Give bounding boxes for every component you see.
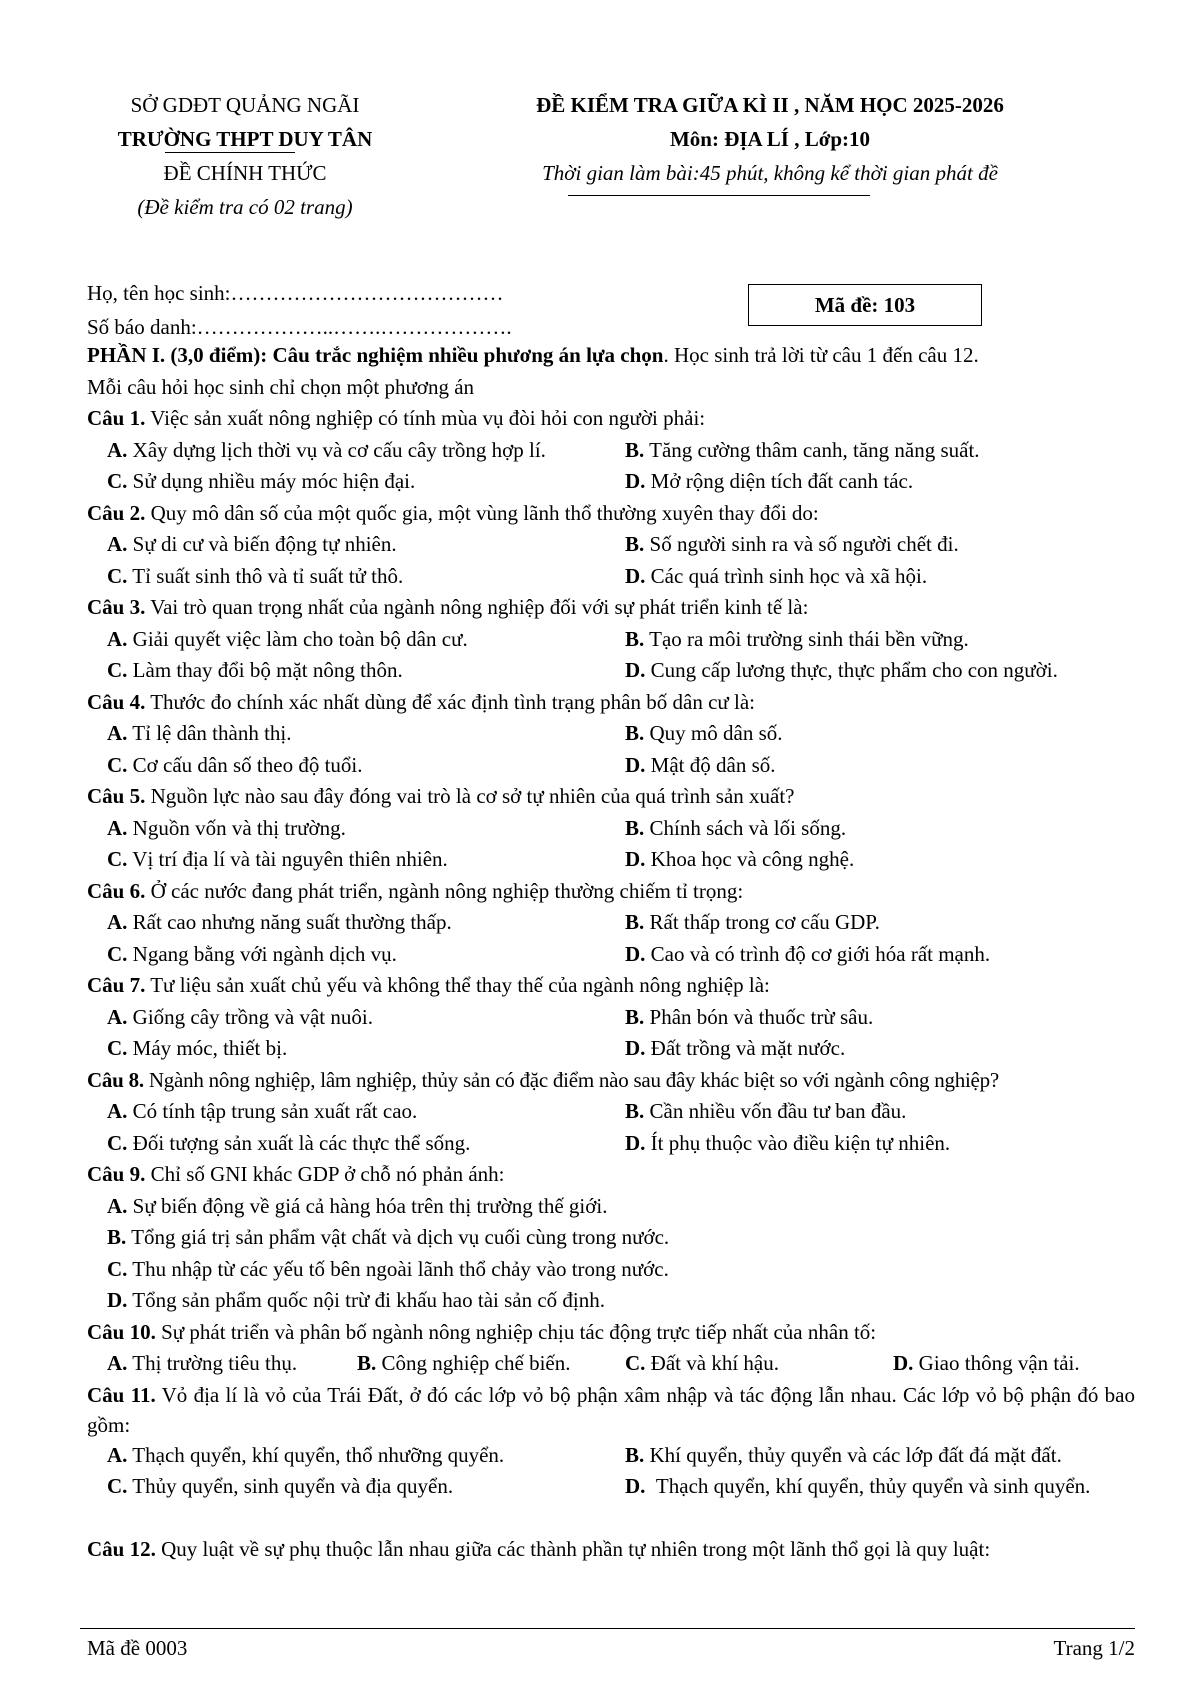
option-c: C. Đất và khí hậu.: [625, 1351, 779, 1375]
option-a: A. Giống cây trồng và vật nuôi.: [107, 1004, 373, 1029]
footer-divider: [80, 1628, 1135, 1629]
options-row: [87, 561, 1135, 593]
option-b: B. Khí quyển, thủy quyển và các lớp đất đá mặt đất.: [625, 1442, 1062, 1467]
option-d: D. Khoa học và công nghệ.: [625, 847, 855, 871]
option-d: D. Thạch quyển, khí quyển, thủy quyển và sinh quyển.: [625, 1474, 1091, 1498]
options-row: [87, 1128, 1135, 1160]
option-b: B. Công nghiệp chế biến.: [357, 1351, 571, 1375]
options-row: [87, 1348, 1135, 1380]
question-text: Quy mô dân số của một quốc gia, một vùng lãnh thổ thường xuyên thay đổi do:: [145, 500, 819, 525]
question-number: Câu 8.: [87, 1067, 144, 1092]
subject: Môn: ĐỊA LÍ , Lớp:10: [669, 127, 871, 151]
option-d: D. Cao và có trình độ cơ giới hóa rất mạnh.: [625, 941, 991, 966]
option-d: D. Đất trồng và mặt nước.: [625, 1036, 846, 1060]
question-text: Vai trò quan trọng nhất của ngành nông nghiệp đối với sự phát triển kinh tế là:: [145, 595, 809, 619]
option-c: C. Làm thay đổi bộ mặt nông thôn.: [107, 658, 403, 682]
option-b: B. Tăng cường thâm canh, tăng năng suất.: [625, 437, 980, 462]
part1-title: [87, 340, 1135, 372]
option-b: B. Tạo ra môi trường sinh thái bền vững.: [625, 626, 969, 651]
question: [87, 876, 1135, 908]
options-row: [87, 655, 1135, 687]
option-a: A. Thạch quyển, khí quyển, thổ nhưỡng quyển.: [107, 1442, 505, 1467]
question-text: Thước đo chính xác nhất dùng để xác định tình trạng phân bố dân cư là:: [145, 689, 756, 714]
part1-title-rest: . Học sinh trả lời từ câu 1 đến câu 12.: [663, 343, 979, 367]
question-text: Nguồn lực nào sau đây đóng vai trò là cơ sở tự nhiên của quá trình sản xuất?: [145, 784, 795, 808]
exam-code-box: Mã đề: 103: [748, 284, 982, 326]
question-number: Câu 10.: [87, 1319, 156, 1344]
school-name: TRƯỜNG THPT DUY TÂN: [117, 127, 373, 151]
part1-title-bold: PHẦN I. (3,0 điểm): Câu trắc nghiệm nhiều phương án lựa chọn: [87, 343, 664, 367]
option-b: B. Phân bón và thuốc trừ sâu.: [625, 1004, 874, 1029]
option-b: B. Cần nhiều vốn đầu tư ban đầu.: [625, 1099, 907, 1123]
question-number: Câu 12.: [87, 1537, 156, 1561]
question-text: Quy luật về sự phụ thuộc lẫn nhau giữa các thành phần tự nhiên trong một lãnh thổ gọi là quy luật:: [155, 1537, 991, 1561]
option-a: A. Sự biến động về giá cả hàng hóa trên thị trường thế giới.: [107, 1193, 608, 1218]
option-b: B. Tổng giá trị sản phẩm vật chất và dịch vụ cuối cùng trong nước.: [107, 1225, 670, 1249]
time-underline: [568, 195, 870, 196]
option-c: C. Thu nhập từ các yếu tố bên ngoài lãnh thổ chảy vào trong nước.: [107, 1256, 669, 1281]
question-number: Câu 4.: [87, 689, 146, 714]
options-row: [87, 1002, 1135, 1034]
option-a: A. Có tính tập trung sản xuất rất cao.: [107, 1099, 418, 1123]
options-row: [87, 1471, 1135, 1534]
option-a: A. Sự di cư và biến động tự nhiên.: [107, 532, 397, 556]
time-limit: Thời gian làm bài:45 phút, không kể thời gian phát đề: [542, 161, 998, 185]
question-number: Câu 2.: [87, 500, 146, 525]
options-row: [87, 844, 1135, 876]
question: [87, 498, 1135, 530]
option-a: A. Rất cao nhưng năng suất thường thấp.: [107, 910, 452, 934]
options-row: [87, 813, 1135, 845]
options-row: [87, 939, 1135, 971]
question-number: Câu 1.: [87, 406, 146, 430]
question: [87, 1317, 1135, 1349]
question: [87, 1534, 1135, 1566]
footer-page-number: Trang 1/2: [1053, 1636, 1135, 1660]
options-row: [87, 750, 1135, 782]
question-text: Chỉ số GNI khác GDP ở chỗ nó phản ánh:: [145, 1162, 505, 1186]
question: [87, 687, 1135, 719]
official-label: ĐỀ CHÍNH THỨC: [163, 161, 327, 185]
question: [87, 1159, 1135, 1191]
exam-title: ĐỀ KIỂM TRA GIỮA KÌ II , NĂM HỌC 2025-2026: [536, 93, 1004, 117]
options-row: [87, 624, 1135, 656]
option-a: A. Tỉ lệ dân thành thị.: [107, 721, 292, 745]
options-row: [87, 1440, 1135, 1472]
option-d: D. Ít phụ thuộc vào điều kiện tự nhiên.: [625, 1130, 951, 1155]
option-d: D. Giao thông vận tải.: [893, 1351, 1080, 1375]
option-d: D. Tổng sản phẩm quốc nội trừ đi khấu hao tài sản cố định.: [107, 1288, 606, 1312]
options-row: [87, 435, 1135, 467]
footer-exam-code: Mã đề 0003: [87, 1636, 188, 1660]
pages-note: (Đề kiểm tra có 02 trang): [137, 195, 353, 219]
question-number: Câu 6.: [87, 878, 146, 903]
question-number: Câu 3.: [87, 595, 146, 619]
question-number: Câu 11.: [87, 1382, 156, 1407]
option-c: C. Đối tượng sản xuất là các thực thể sống.: [107, 1130, 471, 1155]
options-row: [87, 1033, 1135, 1065]
question-text: Việc sản xuất nông nghiệp có tính mùa vụ đòi hỏi con người phải:: [145, 406, 706, 430]
option-c: C. Vị trí địa lí và tài nguyên thiên nhiên.: [107, 847, 448, 871]
question-text: Tư liệu sản xuất chủ yếu và không thể thay thế của ngành nông nghiệp là:: [145, 973, 770, 997]
question-number: Câu 9.: [87, 1162, 146, 1186]
option-a: A. Thị trường tiêu thụ.: [107, 1351, 298, 1375]
question-text: Sự phát triển và phân bố ngành nông nghiệp chịu tác động trực tiếp nhất của nhân tố:: [155, 1319, 877, 1344]
question-text: Ở các nước đang phát triển, ngành nông nghiệp thường chiếm tỉ trọng:: [145, 878, 744, 903]
question: [87, 1065, 1135, 1097]
question-number: Câu 5.: [87, 784, 146, 808]
question-number: Câu 7.: [87, 973, 146, 997]
option-b: B. Chính sách và lối sống.: [625, 815, 847, 840]
department: SỞ GDĐT QUẢNG NGÃI: [130, 93, 360, 117]
option-d: D. Các quá trình sinh học và xã hội.: [625, 563, 928, 588]
school-underline: [165, 152, 295, 153]
option-d: D. Cung cấp lương thực, thực phẩm cho con người.: [625, 658, 1058, 682]
student-id-line: Số báo danh:………………..…….……………….: [87, 315, 512, 339]
option-a: A. Nguồn vốn và thị trường.: [107, 815, 346, 840]
option-c: C. Sử dụng nhiều máy móc hiện đại.: [107, 469, 416, 493]
part1-title-line2: Mỗi câu hỏi học sinh chỉ chọn một phương án: [87, 374, 475, 399]
option-b: B. Số người sinh ra và số người chết đi.: [625, 532, 959, 556]
option-c: C. Thủy quyển, sinh quyển và địa quyển.: [107, 1474, 454, 1498]
header-left: [80, 88, 410, 224]
option-b: B. Rất thấp trong cơ cấu GDP.: [625, 910, 880, 934]
option-d: D. Mật độ dân số.: [625, 752, 776, 777]
options-row: [87, 529, 1135, 561]
option-c: C. Cơ cấu dân số theo độ tuổi.: [107, 752, 363, 777]
question: [87, 781, 1135, 813]
student-info: [87, 276, 512, 344]
option-a: A. Giải quyết việc làm cho toàn bộ dân cư.: [107, 626, 468, 651]
option-d: D. Mở rộng diện tích đất canh tác.: [625, 469, 914, 493]
question: [87, 1380, 1135, 1440]
student-name-line: Họ, tên học sinh:…………………………………: [87, 281, 504, 305]
question-text: Vỏ địa lí là vỏ của Trái Đất, ở đó các lớp vỏ bộ phận xâm nhập và tác động lẫn nhau. Các lớp vỏ bộ phận đó bao gồm:: [87, 1382, 1135, 1437]
option-c: C. Máy móc, thiết bị.: [107, 1036, 288, 1060]
option-b: B. Quy mô dân số.: [625, 721, 783, 745]
question: [87, 592, 1135, 624]
question-text: Ngành nông nghiệp, lâm nghiệp, thủy sản có đặc điểm nào sau đây khác biệt so với ngành công nghiệp?: [143, 1067, 999, 1092]
options-row: [87, 466, 1135, 498]
option-c: C. Ngang bằng với ngành dịch vụ.: [107, 941, 397, 966]
options-row: [87, 1096, 1135, 1128]
options-row: [87, 907, 1135, 939]
question: [87, 970, 1135, 1002]
option-c: C. Tỉ suất sinh thô và tỉ suất tử thô.: [107, 563, 404, 588]
option-a: A. Xây dựng lịch thời vụ và cơ cấu cây trồng hợp lí.: [107, 437, 546, 462]
question: [87, 403, 1135, 435]
exam-body: [87, 340, 1135, 1566]
header-right: [460, 88, 1080, 190]
options-row: [87, 718, 1135, 750]
